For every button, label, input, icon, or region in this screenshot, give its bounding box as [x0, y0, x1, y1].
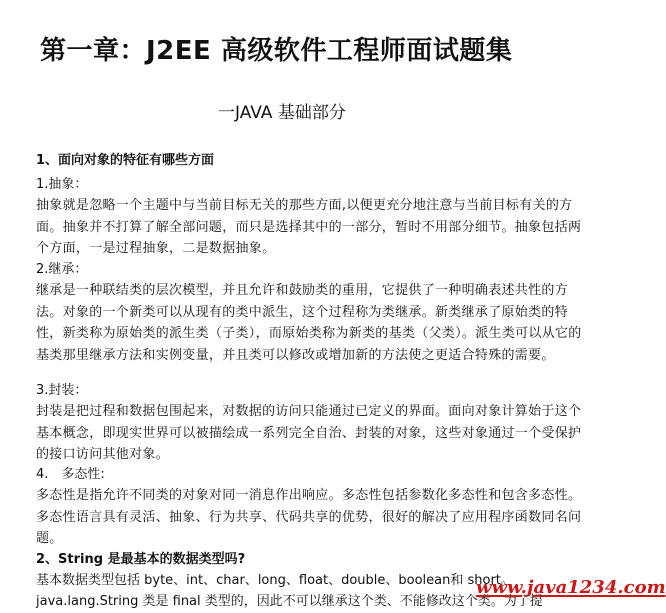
- question-1-heading: 1、面向对象的特征有哪些方面: [36, 153, 215, 168]
- section-subtitle: 一JAVA 基础部分: [218, 103, 346, 123]
- encapsulation-label: 3.封装：: [36, 383, 88, 398]
- question-2-answer-line-1: 基本数据类型包括 byte、int、char、long、float、double、boolean和 short。: [36, 573, 514, 588]
- abstraction-label: 1.抽象：: [36, 177, 88, 192]
- encapsulation-paragraph: 封装是把过程和数据包围起来，对数据的访问只能通过已定义的界面。面向对象计算始于这个基本概念，即现实世界可以被描绘成一系列完全自治、封装的对象，这些对象通过一个受保护的接口访问其他对象。: [36, 404, 582, 462]
- question-2-answer-line-2: java.lang.String 类是 final 类型的，因此不可以继承这个类、不能修改这个类。为了提: [36, 594, 543, 609]
- polymorphism-label: 4. 多态性:: [36, 467, 105, 482]
- document-title: 第一章：J2EE 高级软件工程师面试题集: [40, 36, 513, 66]
- question-2-heading: 2、String 是最基本的数据类型吗?: [36, 552, 246, 567]
- polymorphism-paragraph: 多态性是指允许不同类的对象对同一消息作出响应。多态性包括参数化多态性和包含多态性。多态性语言具有灵活、抽象、行为共享、代码共享的优势，很好的解决了应用程序函数同名问题。: [36, 488, 582, 546]
- inheritance-paragraph: 继承是一种联结类的层次模型，并且允许和鼓励类的重用，它提供了一种明确表述共性的方法。对象的一个新类可以从现有的类中派生，这个过程称为类继承。新类继承了原始类的特性，新类称为原始类的派生类（子类），而原始类称为新类的基类（父类）。派生类可以从它的基类那里继承方法和实例变量，并且类可以修改或增加新的方法使之更适合特殊的需要。: [36, 283, 582, 363]
- inheritance-label: 2.继承：: [36, 262, 88, 277]
- site-watermark: www.java1234.com: [476, 577, 666, 598]
- abstraction-paragraph: 抽象就是忽略一个主题中与当前目标无关的那些方面,以便更充分地注意与当前目标有关的方面。抽象并不打算了解全部问题，而只是选择其中的一部分，暂时不用部分细节。抽象包括两个方面，一是过程抽象，二是数据抽象。: [36, 198, 582, 256]
